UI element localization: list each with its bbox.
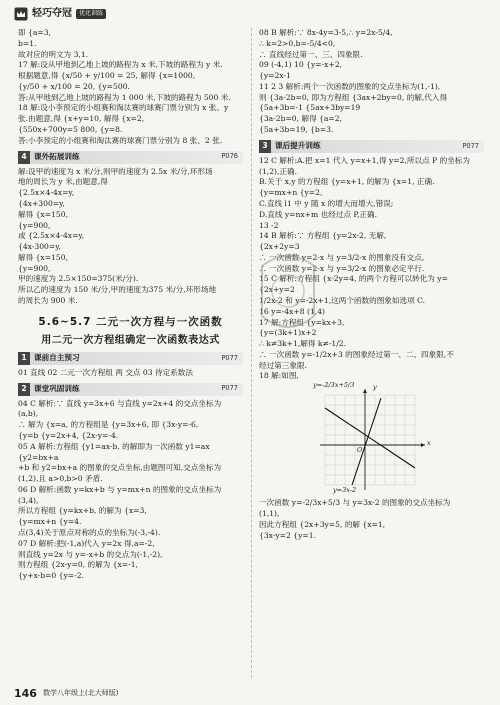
crown-logo-icon bbox=[14, 7, 28, 21]
column-divider bbox=[251, 28, 252, 678]
answer-line: 12 C 解析:A.把 x=1 代入 y=x+1,得 y=2,所以点 P 的坐标为 bbox=[259, 155, 470, 165]
answer-line: ∴ 一次函数 y=-1/2x+3 的图象经过第一、二、四象限,不 bbox=[259, 349, 454, 359]
book-title: 数学八年级上(北大师版) bbox=[42, 688, 119, 697]
answer-line: 故对应的明文为 3,1. bbox=[18, 49, 89, 59]
answer-line: 的周长为 900 米. bbox=[18, 295, 78, 305]
answer-line: 解:设甲的速度为 x 米/分,则甲的速度为 2.5x 米/分,环形场 bbox=[18, 166, 213, 176]
x-axis-label: x bbox=[427, 439, 431, 448]
answer-line: 17 解:设从甲地到乙地上坡的路程为 x 米,下坡的路程为 y 米. bbox=[18, 60, 223, 70]
answer-line: 01 直线 02 二元一次方程组 两 交点 03 待定系数法 bbox=[18, 367, 193, 377]
brand-tag: 优化训练 bbox=[76, 9, 106, 20]
answer-line: (1,2),正确. bbox=[259, 166, 298, 176]
answer-line: {y=(3k+1)x+2 bbox=[259, 328, 317, 338]
brand-name: 轻巧夺冠 bbox=[32, 7, 72, 19]
section-number: 2 bbox=[18, 383, 30, 396]
answer-line: 地的周长为 y 米,由题意,得 bbox=[18, 177, 108, 187]
page-footer bbox=[14, 686, 118, 702]
answer-line: 或 {2.5x×4-4x=y, bbox=[18, 231, 85, 241]
coordinate-grid bbox=[315, 385, 435, 495]
answer-line: 1/2x-2 和 y=-2x+1,这两个函数的图象如选项 C. bbox=[259, 295, 426, 305]
answer-line: {550x+700y=5 800, {y=8. bbox=[18, 125, 123, 135]
answer-line: {y2=bx+a bbox=[18, 452, 59, 462]
answer-line: 18 解:如图, bbox=[259, 371, 299, 381]
stamp-watermark-icon bbox=[252, 246, 324, 338]
page-number: 146 bbox=[14, 687, 37, 700]
answer-line: 张.由题意,得 {x+y=10, 解得 {x=2, bbox=[18, 114, 145, 124]
answer-line: {5a+3b=-1 {5ax+3by=19 bbox=[259, 103, 361, 113]
section-header bbox=[259, 140, 484, 153]
answer-line: {3x-y=2 {y=1. bbox=[259, 530, 317, 540]
answer-line: ∴ k≠3k+1,解得 k≠-1/2. bbox=[259, 339, 347, 349]
answer-line: {y=900, bbox=[18, 263, 51, 273]
section-header bbox=[18, 352, 243, 365]
answer-line: (1,1), bbox=[259, 509, 280, 518]
answer-line: {2x+2y=3 bbox=[259, 242, 300, 252]
section-page-ref: P077 bbox=[221, 353, 238, 362]
answer-line: 则直线 y=2x 与 y=-x+b 的交点为(-1,-2), bbox=[18, 549, 163, 559]
answer-line: C.直线 l1 中 y 随 x 的增大而增大,错误; bbox=[259, 198, 394, 208]
answer-line: 点(3,4)关于原点对称的点的坐标为(-3,-4). bbox=[18, 528, 161, 537]
answer-line: 04 C 解析:∵ 直线 y=3x+6 与直线 y=2x+4 的交点坐标为 bbox=[18, 398, 222, 408]
section-title: 课外拓展训练 bbox=[34, 151, 80, 161]
answer-line: D.直线 y=nx+m 也经过点 P,正确. bbox=[259, 209, 378, 219]
answer-line: (a,b), bbox=[18, 409, 39, 419]
answer-line: ∴ k=2>0,b=-5/4<0, bbox=[259, 38, 336, 48]
answer-line: 则方程组 {2x-y=0, 的解为 {x=-1, bbox=[18, 560, 138, 570]
answer-line: 09 (-4,1) 10 {y=-x+2, bbox=[259, 60, 343, 70]
line2-label: y=3x-2 bbox=[333, 486, 357, 495]
answer-line: 17 解:方程组 {y=kx+3, bbox=[259, 317, 345, 327]
answer-line: 答:小李预定的小组赛和淘汰赛的球赛门票分别为 8 张、2 张. bbox=[18, 135, 223, 145]
answer-line: 根据题意,得 {x/50 + y/100 = 25, 解得 {x=1000, bbox=[18, 71, 196, 81]
answer-block bbox=[18, 167, 243, 307]
section-title: 课前自主预习 bbox=[34, 352, 80, 362]
chapter-subtitle: 用二元一次方程组确定一次函数表达式 bbox=[41, 334, 220, 346]
answer-line: {y+x-b=0 {y=-2. bbox=[18, 571, 84, 581]
answer-line: 15 C 解析:方程组 {x-2y=4, 的两个方程可以转化为 y= bbox=[259, 274, 448, 284]
answer-line: (1,2),且 a>0,b>0 矛盾. bbox=[18, 474, 103, 484]
header bbox=[14, 6, 106, 22]
answer-line: {5a+3b=19, {b=3. bbox=[259, 125, 334, 135]
y-axis-label: y bbox=[373, 383, 377, 392]
answer-line: 答:从甲地到乙地上坡的路程为 1 000 米,下坡的路程为 500 米. bbox=[18, 92, 231, 102]
answer-line: 所以方程组 {y=kx+b, 的解为 {x=3, bbox=[18, 506, 147, 516]
answer-block bbox=[259, 498, 484, 541]
answer-line: {4x-300=y, bbox=[18, 242, 61, 252]
answer-line: {y=b {y=2x+4, {2x-y=-4. bbox=[18, 430, 119, 440]
line-y-3x-minus-2 bbox=[352, 398, 381, 485]
answer-line: 经过第三象限. bbox=[259, 360, 307, 370]
answer-line: 一次函数 y=-2/3x+5/3 与 y=3x-2 的图象的交点坐标为 bbox=[259, 498, 451, 508]
answer-block bbox=[18, 28, 243, 147]
answer-line: {3a-2b=0, 解得 {a=2, bbox=[259, 114, 343, 124]
answer-line: 07 D 解析:把(-1,a)代入 y=2x 得,a=-2, bbox=[18, 538, 155, 548]
section-page-ref: P077 bbox=[221, 384, 238, 393]
answer-line: b=1. bbox=[18, 38, 37, 48]
line1-label: y=-2/3x+5/3 bbox=[313, 381, 355, 390]
section-page-ref: P077 bbox=[462, 141, 479, 150]
function-graph-figure bbox=[313, 381, 435, 495]
answer-line: 则 {3a-2b=0, 即为方程组 {3ax+2by=0, 的解,代入得 bbox=[259, 92, 448, 102]
answer-line: 18 解:设小李预定的小组赛和淘汰赛的球赛门票分别为 x 张、y bbox=[18, 103, 229, 113]
answer-line: 所以乙的速度为 150 米/分,甲的速度为375 米/分,环形场地 bbox=[18, 285, 217, 295]
answer-line: {2.5x×4-4x=y, bbox=[18, 188, 75, 198]
answer-line: {y=900, bbox=[18, 220, 51, 230]
answer-line: 14 B 解析:∵ 方程组 {y=2x-2, 无解, bbox=[259, 231, 387, 241]
answer-line: 16 y=-4x+8 (1,4) bbox=[259, 306, 326, 316]
section-number: 3 bbox=[259, 140, 271, 153]
answer-line: 因此方程组 {2x+3y=5, 的解 {x=1, bbox=[259, 519, 386, 529]
answer-line: 13 -2 bbox=[259, 220, 279, 230]
answer-line: ∴ 一次函数 y=2-x 与 y=3/2-x 的图象没有交点, bbox=[259, 252, 425, 262]
answer-line: {y=mx+n {y=4. bbox=[18, 517, 82, 527]
answer-line: ∴ 直线经过第一、三、四象限. bbox=[259, 49, 363, 59]
answer-line: ∴ 解为 {x=a, 的方程组是 {y=3x+6, 即 {3x-y=-6, bbox=[18, 420, 199, 430]
answer-line: {4x+300=y, bbox=[18, 198, 65, 208]
answer-line: 解得 {x=150, bbox=[18, 252, 68, 262]
section-page-ref: P076 bbox=[221, 152, 238, 161]
answer-line: {y=mx+n {y=2, bbox=[259, 188, 323, 198]
section-title: 课后提升训练 bbox=[275, 140, 321, 150]
section-header bbox=[18, 383, 243, 396]
answer-line: 甲的速度为 2.5×150=375(米/分). bbox=[18, 274, 139, 284]
answer-line: 05 A 解析:方程组 {y1=ax-b, 的解即为一次函数 y1=ax bbox=[18, 441, 210, 451]
answer-line: +b 和 y2=bx+a 的图象的交点坐标,由题图可知,交点坐标为 bbox=[18, 463, 222, 473]
answer-line: (3,4), bbox=[18, 495, 39, 505]
answer-line: 08 B 解析:∵ 8x-4y=3-5,∴ y=2x-5/4, bbox=[259, 28, 393, 37]
section-title: 课堂巩固训练 bbox=[34, 383, 80, 393]
answer-block bbox=[259, 28, 484, 136]
answer-line: 11 2 3 解析:两个一次函数的图象的交点坐标为(1,-1), bbox=[259, 81, 441, 91]
answer-line: 06 D 解析:函数 y=kx+b 与 y=mx+n 的图象的交点坐标为 bbox=[18, 484, 222, 494]
answer-line: B.关于 x,y 的方程组 {y=x+1, 的解为 {x=1, 正确. bbox=[259, 177, 435, 187]
line-y-neg2-3x-plus-5-3 bbox=[325, 408, 415, 468]
chapter-title: 5.6~5.7 二元一次方程与一次函数 bbox=[38, 315, 223, 328]
left-column bbox=[18, 28, 243, 582]
section-number: 1 bbox=[18, 352, 30, 365]
section-number: 4 bbox=[18, 151, 30, 164]
answer-line: {y=2x-1 bbox=[259, 71, 291, 81]
origin-label: O bbox=[357, 446, 363, 455]
section-header bbox=[18, 151, 243, 164]
answer-line: 即 {a=3, bbox=[18, 28, 51, 37]
answer-line: 解得 {x=150, bbox=[18, 209, 68, 219]
answer-block bbox=[18, 399, 243, 582]
answer-line: {y/50 + x/100 = 20, {y=500. bbox=[18, 81, 130, 91]
answer-line: ∴ 一次函数 y=2-x 与 y=3/2-x 的图象必定平行. bbox=[259, 263, 425, 273]
answer-line: {2x+y=2 bbox=[259, 285, 295, 295]
